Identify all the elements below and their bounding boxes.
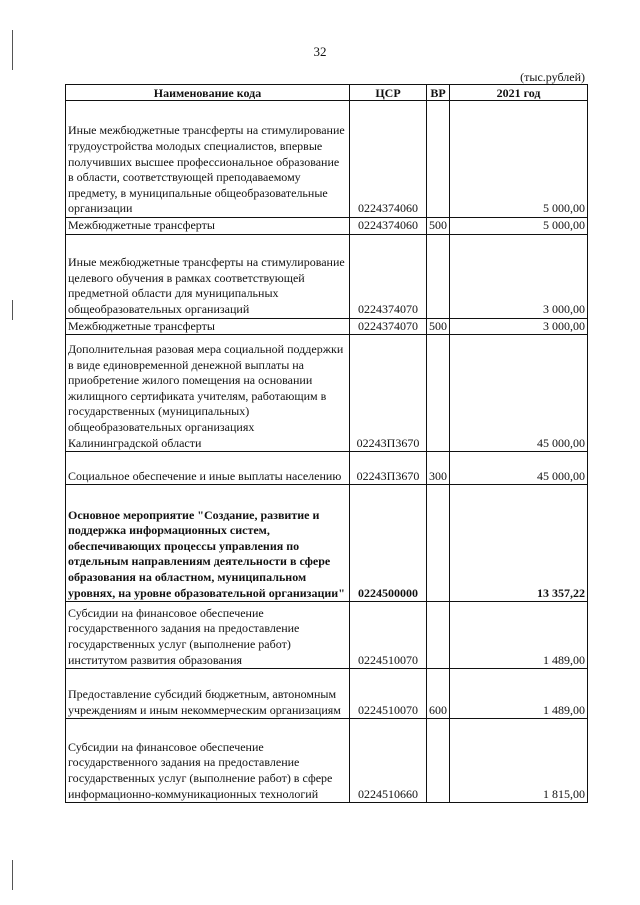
row-amount: 1 489,00 bbox=[450, 669, 588, 719]
table-row bbox=[66, 218, 588, 235]
table-row bbox=[66, 602, 588, 669]
header-year: 2021 год bbox=[450, 85, 588, 101]
units-label: (тыс.рублей) bbox=[520, 70, 585, 84]
row-vr: 500 bbox=[427, 218, 450, 235]
row-amount: 45 000,00 bbox=[450, 452, 588, 485]
table-row bbox=[66, 318, 588, 335]
row-name: Социальное обеспечение и иные выплаты населению bbox=[66, 452, 350, 485]
row-name: Предоставление субсидий бюджетным, автономным учреждениям и иным некоммерческим организациям bbox=[66, 669, 350, 719]
row-amount: 3 000,00 bbox=[450, 234, 588, 318]
row-csr: 02243П3670 bbox=[350, 335, 427, 452]
row-name: Иные межбюджетные трансферты на стимулирование трудоустройства молодых специалистов, впервые получивших высшее профессиональное образование в области, соответствующей преподаваемому предмету, в муниципальные общеобразовательные организации bbox=[66, 101, 350, 218]
budget-table bbox=[65, 84, 588, 803]
table-row bbox=[66, 719, 588, 803]
row-vr: 300 bbox=[427, 452, 450, 485]
row-vr: 600 bbox=[427, 669, 450, 719]
table-row bbox=[66, 335, 588, 452]
row-csr: 0224510660 bbox=[350, 719, 427, 803]
row-amount: 3 000,00 bbox=[450, 318, 588, 335]
page-number: 32 bbox=[313, 44, 327, 59]
edge-mark bbox=[12, 300, 13, 320]
row-amount: 5 000,00 bbox=[450, 218, 588, 235]
row-csr: 0224374060 bbox=[350, 101, 427, 218]
row-vr bbox=[427, 234, 450, 318]
row-csr: 0224500000 bbox=[350, 485, 427, 602]
row-name: Дополнительная разовая мера социальной поддержки в виде единовременной денежной выплаты на приобретение жилого помещения на основании жилищного сертификата учителям, работающим в государственных (муниципальных) общеобразовательных организациях Калининградской области bbox=[66, 335, 350, 452]
row-name: Субсидии на финансовое обеспечение государственного задания на предоставление государственных услуг (выполнение работ) институтом развития образования bbox=[66, 602, 350, 669]
header-vr: ВР bbox=[427, 85, 450, 101]
row-amount: 13 357,22 bbox=[450, 485, 588, 602]
row-vr bbox=[427, 335, 450, 452]
table-row bbox=[66, 234, 588, 318]
row-csr: 0224374060 bbox=[350, 218, 427, 235]
row-csr: 0224510070 bbox=[350, 669, 427, 719]
table-row bbox=[66, 669, 588, 719]
row-amount: 5 000,00 bbox=[450, 101, 588, 218]
row-vr: 500 bbox=[427, 318, 450, 335]
row-name: Межбюджетные трансферты bbox=[66, 318, 350, 335]
header-name: Наименование кода bbox=[66, 85, 350, 101]
header-row bbox=[66, 85, 588, 101]
row-vr bbox=[427, 602, 450, 669]
row-vr bbox=[427, 485, 450, 602]
row-csr: 02243П3670 bbox=[350, 452, 427, 485]
row-name: Основное мероприятие "Создание, развитие и поддержка информационных систем, обеспечивающих процессы управления по отдельным направлениям деятельности в сфере образования на областном, муниципальном уровнях, на уровне образовательной организации" bbox=[66, 485, 350, 602]
row-csr: 0224374070 bbox=[350, 234, 427, 318]
row-vr bbox=[427, 101, 450, 218]
row-csr: 0224374070 bbox=[350, 318, 427, 335]
row-csr: 0224510070 bbox=[350, 602, 427, 669]
row-name: Межбюджетные трансферты bbox=[66, 218, 350, 235]
table-row bbox=[66, 485, 588, 602]
table-row bbox=[66, 452, 588, 485]
row-amount: 45 000,00 bbox=[450, 335, 588, 452]
edge-mark bbox=[12, 860, 13, 890]
table-body bbox=[66, 101, 588, 803]
row-amount: 1 489,00 bbox=[450, 602, 588, 669]
row-name: Субсидии на финансовое обеспечение государственного задания на предоставление государственных услуг (выполнение работ) в сфере информационно-коммуникационных технологий bbox=[66, 719, 350, 803]
row-vr bbox=[427, 719, 450, 803]
row-name: Иные межбюджетные трансферты на стимулирование целевого обучения в рамках соответствующей предметной области для муниципальных общеобразовательных организаций bbox=[66, 234, 350, 318]
header-csr: ЦСР bbox=[350, 85, 427, 101]
row-amount: 1 815,00 bbox=[450, 719, 588, 803]
table-row bbox=[66, 101, 588, 218]
